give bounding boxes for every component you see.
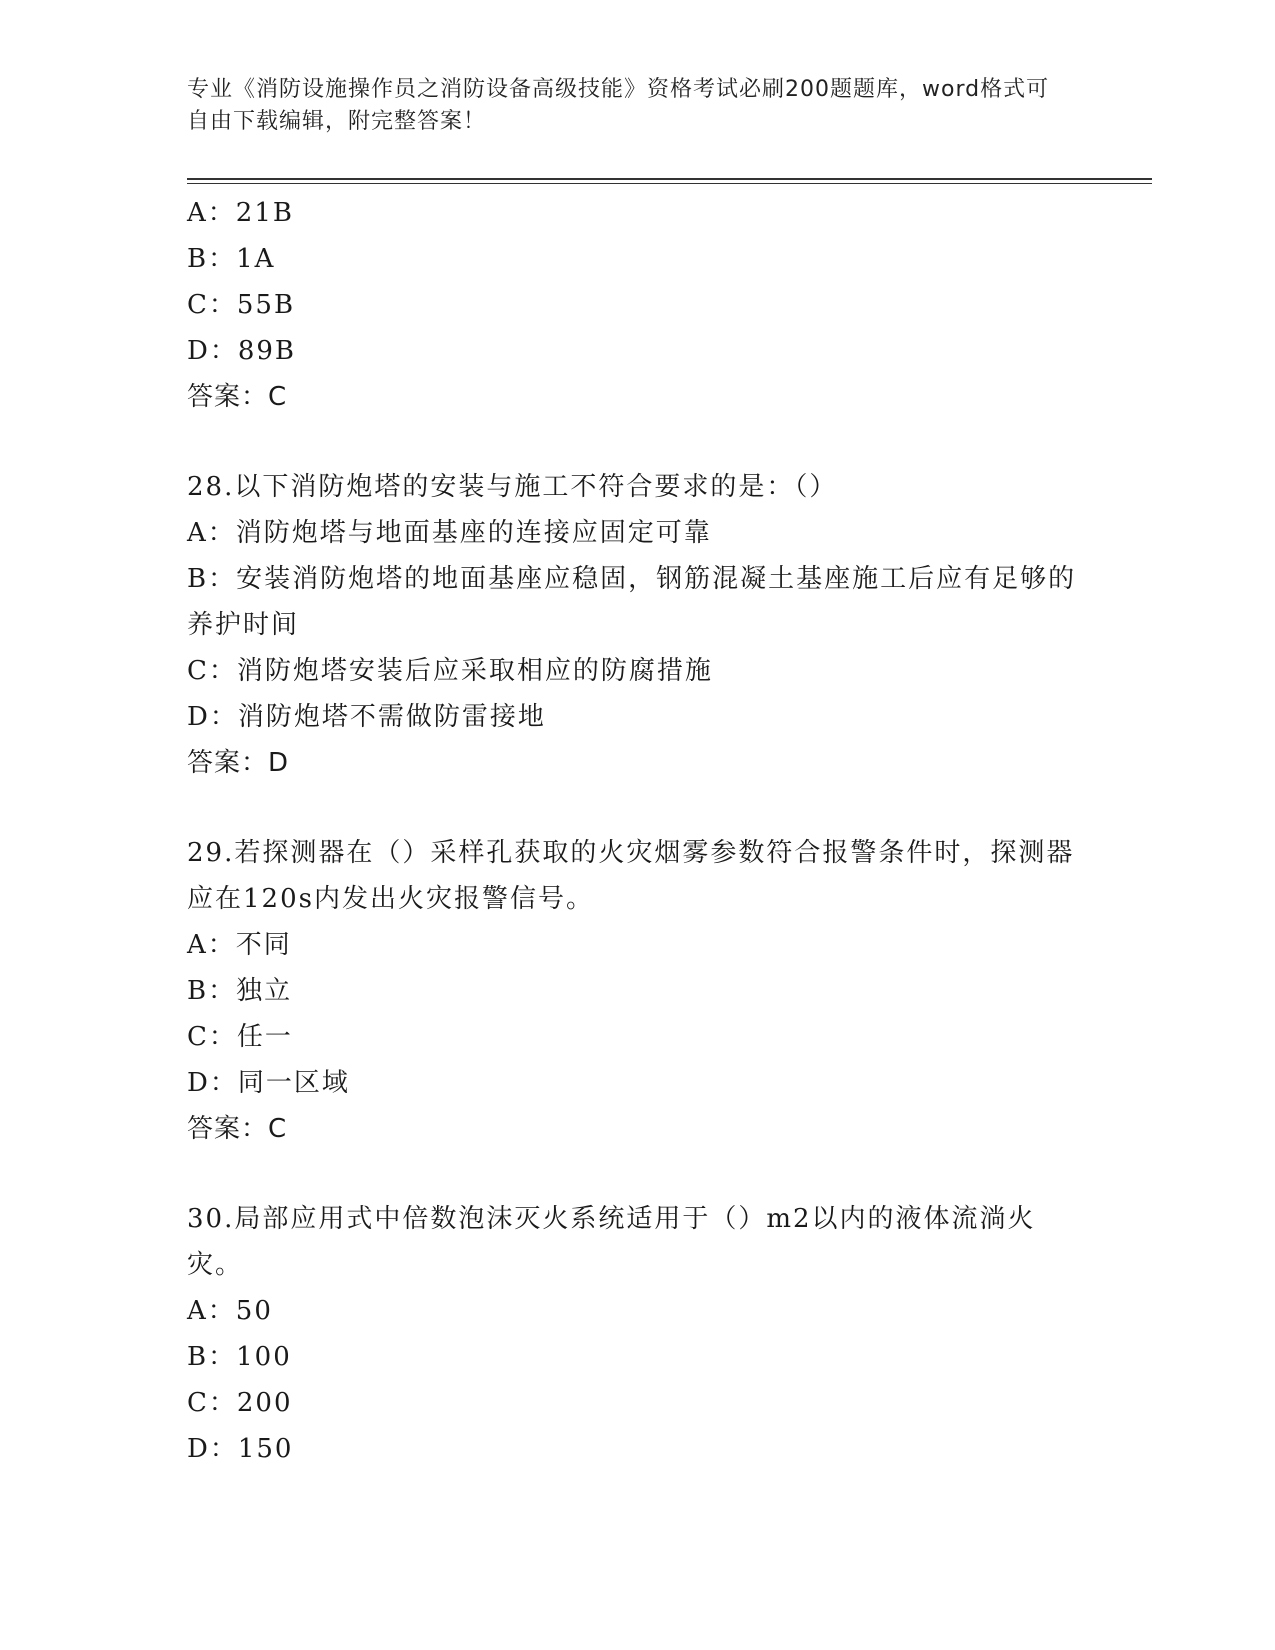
option-b: B：100 bbox=[187, 1342, 292, 1372]
question-list bbox=[187, 190, 1087, 1472]
question-stem: 29.若探测器在（）采样孔获取的火灾烟雾参数符合报警条件时，探测器应在120s内发出火灾报警信号。 bbox=[187, 838, 1075, 914]
question-block-30 bbox=[187, 1196, 1087, 1472]
question-stem: 30.局部应用式中倍数泡沫灭火系统适用于（）m2以内的液体流淌火灾。 bbox=[187, 1204, 1036, 1280]
option-c: C：消防炮塔安装后应采取相应的防腐措施 bbox=[187, 656, 713, 686]
option-c: C：200 bbox=[187, 1388, 293, 1418]
option-d: D：同一区域 bbox=[187, 1068, 350, 1098]
header-divider-thin bbox=[187, 183, 1152, 184]
option-a: A：消防炮塔与地面基座的连接应固定可靠 bbox=[187, 518, 712, 548]
option-d: D：150 bbox=[187, 1434, 294, 1464]
question-block-prev bbox=[187, 190, 1087, 420]
option-c: C：55B bbox=[187, 290, 296, 320]
header-divider-thick bbox=[187, 178, 1152, 180]
question-block-28 bbox=[187, 464, 1087, 786]
answer-line: 答案：C bbox=[187, 1114, 288, 1144]
option-b: B：1A bbox=[187, 244, 276, 274]
page-header: 专业《消防设施操作员之消防设备高级技能》资格考试必刷200题题库，word格式可自由下载编辑，附完整答案！ bbox=[187, 77, 1050, 134]
question-stem: 28.以下消防炮塔的安装与施工不符合要求的是：（） bbox=[187, 472, 838, 502]
option-a: A：50 bbox=[187, 1296, 273, 1326]
option-d: D：89B bbox=[187, 336, 297, 366]
answer-line: 答案：D bbox=[187, 748, 290, 778]
option-c: C：任一 bbox=[187, 1022, 293, 1052]
answer-line: 答案：C bbox=[187, 382, 288, 412]
option-b: B：独立 bbox=[187, 976, 293, 1006]
option-b: B：安装消防炮塔的地面基座应稳固，钢筋混凝土基座施工后应有足够的养护时间 bbox=[187, 564, 1077, 640]
option-a: A：不同 bbox=[187, 930, 292, 960]
option-a: A：21B bbox=[187, 198, 294, 228]
option-d: D：消防炮塔不需做防雷接地 bbox=[187, 702, 546, 732]
question-block-29 bbox=[187, 830, 1087, 1152]
